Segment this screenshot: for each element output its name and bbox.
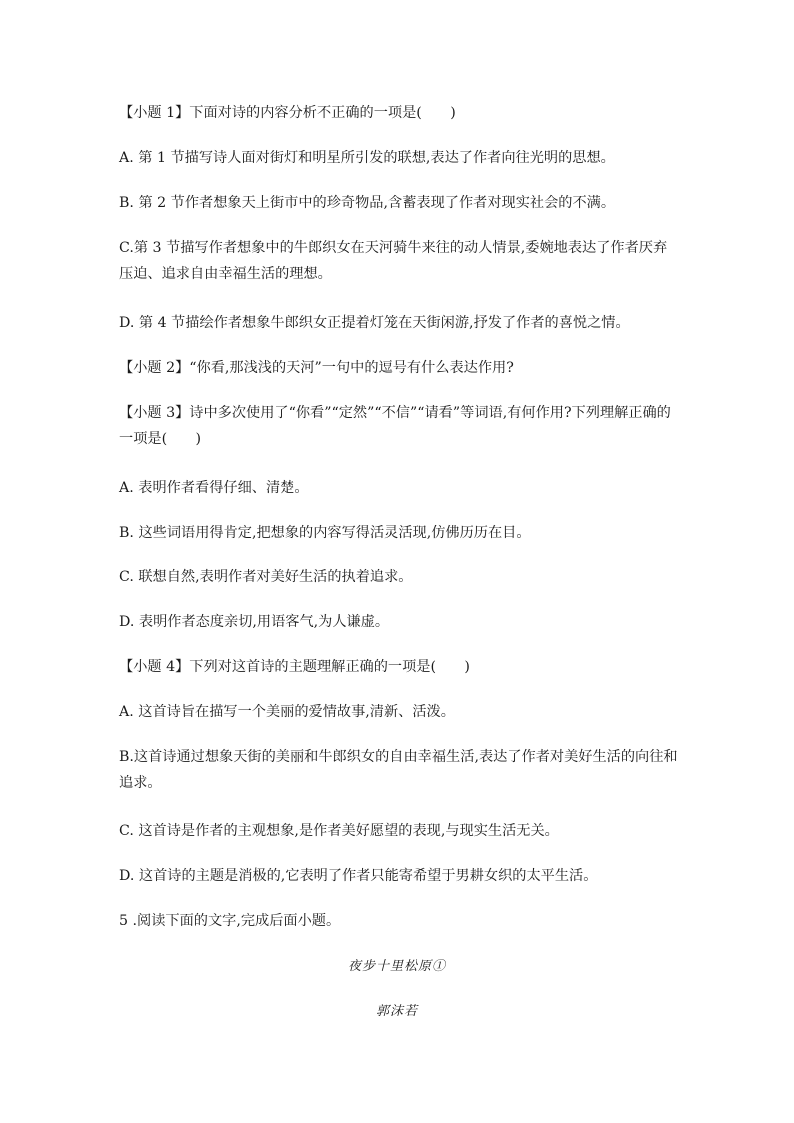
question-2-stem: 【小题 2】“你看,那浅浅的天河”一句中的逗号有什么表达作用? <box>119 360 514 376</box>
question-4-option-a: A. 这首诗旨在描写一个美丽的爱情故事,清新、活泼。 <box>119 704 455 720</box>
poem-author: 郭沫若 <box>375 1004 418 1019</box>
question-5-instruction: 5 .阅读下面的文字,完成后面小题。 <box>119 913 341 929</box>
question-3-option-c: C. 联想自然,表明作者对美好生活的执着追求。 <box>119 569 413 585</box>
question-4-option-c: C. 这首诗是作者的主观想象,是作者美好愿望的表现,与现实生活无关。 <box>119 823 559 839</box>
question-3-stem: 【小题 3】诗中多次使用了“你看”“定然”“不信”“请看”等词语,有何作用?下列理解正确的一项是( ) <box>119 405 671 447</box>
question-3-option-b: B. 这些词语用得肯定,把想象的内容写得活灵活现,仿佛历历在目。 <box>119 525 531 541</box>
question-4-option-d: D. 这首诗的主题是消极的,它表明了作者只能寄希望于男耕女织的太平生活。 <box>119 868 598 884</box>
question-1-option-c: C.第 3 节描写作者想象中的牛郎织女在天河骑牛来往的动人情景,委婉地表达了作者厌弃压迫、追求自由幸福生活的理想。 <box>119 240 668 282</box>
question-1-option-d: D. 第 4 节描绘作者想象牛郎织女正提着灯笼在天街闲游,抒发了作者的喜悦之情。 <box>119 315 630 331</box>
question-1-option-b: B. 第 2 节作者想象天上街市中的珍奇物品,含蓄表现了作者对现实社会的不满。 <box>119 195 616 211</box>
poem-title: 夜步十里松原① <box>347 959 446 974</box>
question-1-stem: 【小题 1】下面对诗的内容分析不正确的一项是( ) <box>119 105 456 121</box>
question-3-option-d: D. 表明作者态度亲切,用语客气,为人谦虚。 <box>119 614 390 630</box>
question-4-option-b: B.这首诗通过想象天街的美丽和牛郎织女的自由幸福生活,表达了作者对美好生活的向往和追求。 <box>119 749 678 791</box>
question-4-stem: 【小题 4】下列对这首诗的主题理解正确的一项是( ) <box>119 659 470 675</box>
question-3-option-a: A. 表明作者看得仔细、清楚。 <box>119 480 309 496</box>
question-1-option-a: A. 第 1 节描写诗人面对街灯和明星所引发的联想,表达了作者向往光明的思想。 <box>119 150 615 166</box>
